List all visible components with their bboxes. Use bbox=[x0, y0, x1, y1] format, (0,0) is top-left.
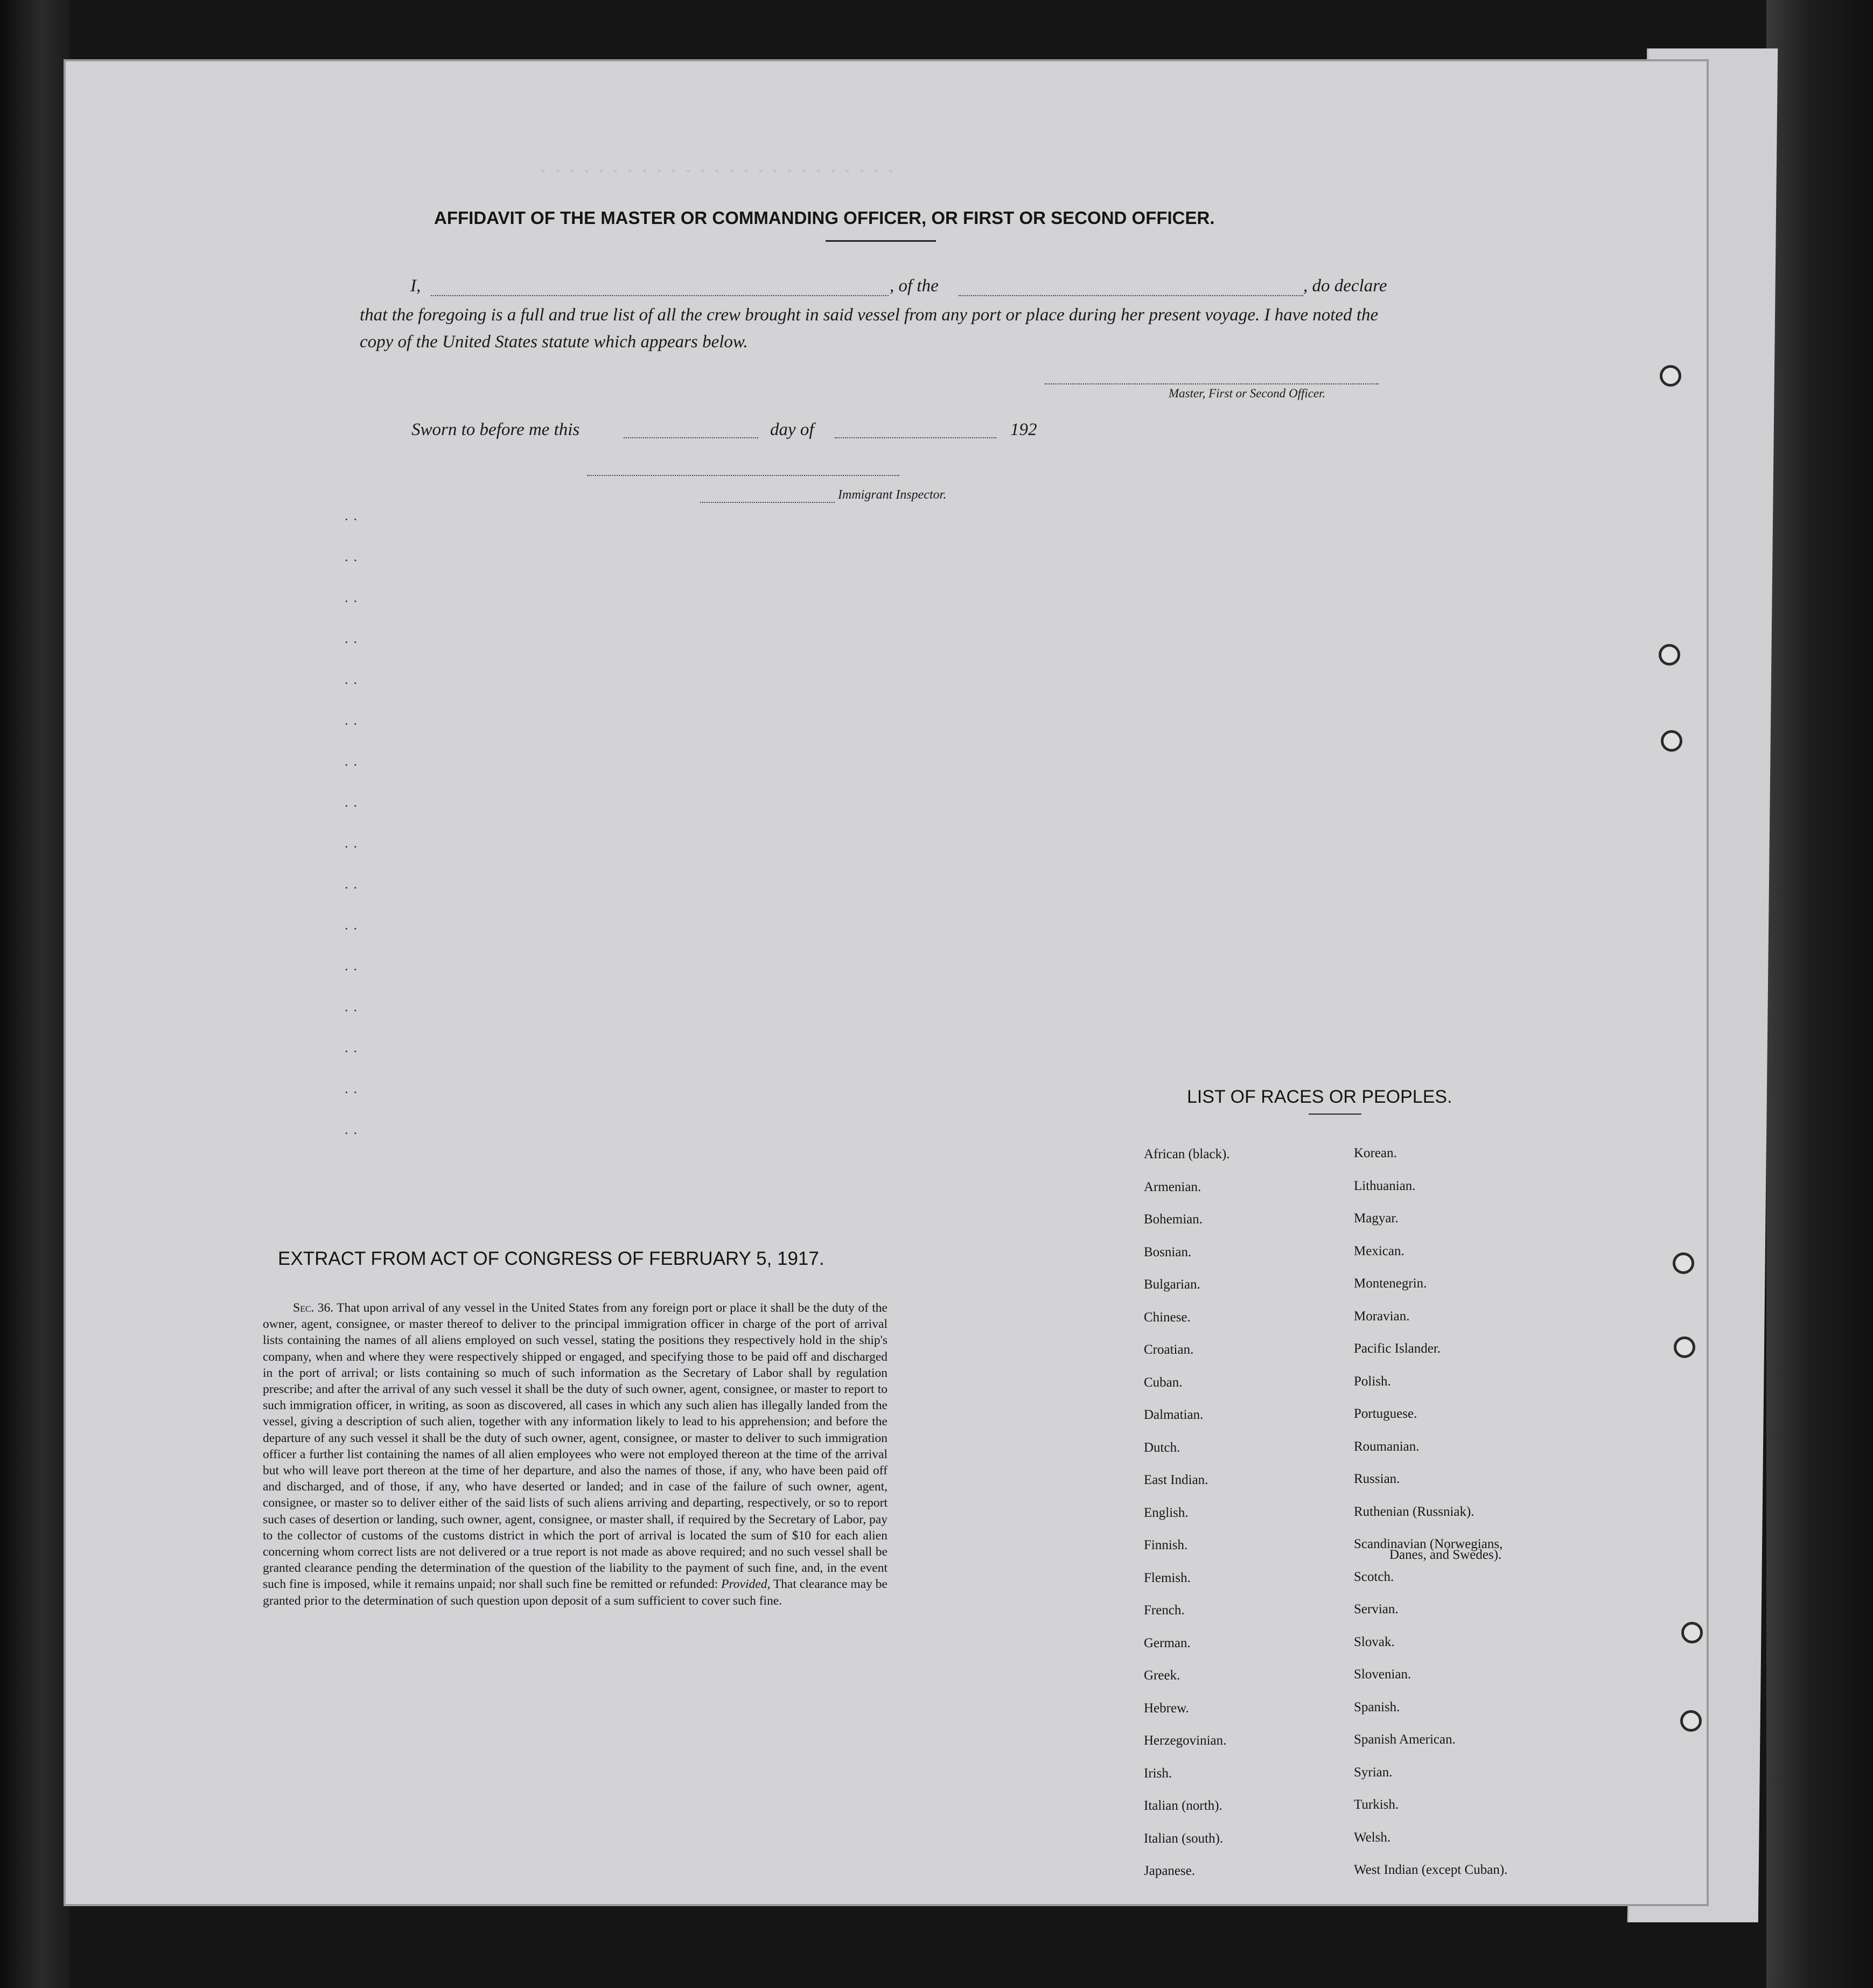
race-item: Bohemian. bbox=[1144, 1212, 1203, 1227]
race-item: Dutch. bbox=[1144, 1440, 1180, 1455]
affidavit-title-rule bbox=[826, 240, 936, 242]
affidavit-title: AFFIDAVIT OF THE MASTER OR COMMANDING OFFICER, OR FIRST OR SECOND OFFICER. bbox=[434, 208, 1215, 228]
sworn-day-field[interactable] bbox=[624, 437, 758, 438]
races-title: LIST OF RACES OR PEOPLES. bbox=[1187, 1087, 1452, 1107]
inspector-signature-field[interactable] bbox=[587, 475, 899, 476]
race-item: Slovak. bbox=[1354, 1634, 1395, 1649]
race-item: Italian (south). bbox=[1144, 1831, 1224, 1846]
race-item: Portuguese. bbox=[1354, 1406, 1417, 1421]
race-item: Slovenian. bbox=[1354, 1667, 1411, 1682]
affidavit-statement bbox=[360, 302, 1402, 355]
race-item: Bulgarian. bbox=[1144, 1277, 1200, 1292]
extract-title: EXTRACT FROM ACT OF CONGRESS OF FEBRUARY 5, 1917. bbox=[278, 1248, 824, 1269]
statute-body: That upon arrival of any vessel in the United States from any foreign port or place it shall be the duty of the owner, agent, consignee, or master thereof to deliver to the principal immigration officer in charge of the port of arrival lists containing the names of all aliens employed on such vessel, stating the positions they respectively hold in the ship's company, when and where they were respectively shipped or engaged, and specifying those to be paid off and discharged in the port of arrival; or lists containing so much of such information as the Secretary of Labor shall by regulation prescribe; and after the arrival of any such vessel it shall be the duty of such owner, agent, consignee, or master to report to such immigration officer, in writing, as soon as discovered, all cases in which any such alien has illegally landed from the vessel, giving a description of such alien, together with any information likely to lead to his apprehension; and before the departure of any such vessel it shall be the duty of such owner, agent, consignee, or master to deliver to such immigration officer a further list containing the names of all alien employees who were not employed thereon at the time of the arrival but who will leave port thereon at the time of her departure, and also the names of those, if any, who have been paid off and discharged, and of those, if any, who have deserted or landed; and in case of the failure of such owner, agent, consignee, or master so to deliver either of the said lists of such aliens arriving and departing, respectively, or so to report such cases of desertion or landing, such owner, agent, consignee, or master shall, if required by the Secretary of Labor, pay to the collector of customs of the customs district in which the port of arrival is located the sum of $10 for each alien concerning whom correct lists are not delivered or a true report is not made as above required; and no such vessel shall be granted clearance pending the determination of the question of the liability to the payment of such fine, and, in the event such fine is imposed, while it remains unpaid; nor shall such fine be remitted or refunded: bbox=[263, 1301, 887, 1592]
race-item: Japanese. bbox=[1144, 1864, 1196, 1878]
race-item: East Indian. bbox=[1144, 1473, 1208, 1487]
race-item: Scotch. bbox=[1354, 1569, 1394, 1584]
race-item: Finnish. bbox=[1144, 1538, 1188, 1552]
race-item: Bosnian. bbox=[1144, 1244, 1192, 1259]
race-item: English. bbox=[1144, 1505, 1189, 1520]
statute-body-end: That clearance may be granted prior to the determination of such question upon deposit of a sum sufficient to cover such fine. bbox=[263, 1577, 887, 1608]
affidavit-body-text: that the foregoing is a full and true list of all the crew brought in said vessel from any port or place during her present voyage. I have noted the copy of the United States statute which appears below. bbox=[360, 305, 1379, 352]
punch-hole bbox=[1673, 1252, 1694, 1274]
punch-hole bbox=[1660, 365, 1681, 387]
sworn-year: 192 bbox=[1010, 420, 1037, 439]
race-item: Montenegrin. bbox=[1354, 1276, 1427, 1291]
races-title-rule bbox=[1309, 1114, 1361, 1115]
sworn-prefix: Sworn to before me this bbox=[411, 420, 580, 439]
race-scandinavian-continued: Danes, and Swedes). bbox=[1389, 1548, 1502, 1562]
punch-hole bbox=[1674, 1336, 1695, 1358]
race-item: Pacific Islander. bbox=[1354, 1341, 1441, 1356]
race-item: Welsh. bbox=[1354, 1830, 1391, 1845]
races-right-column bbox=[1354, 1146, 1507, 1895]
affidavit-i: I, bbox=[410, 276, 421, 296]
sworn-day-of: day of bbox=[770, 420, 814, 439]
inspector-name-field[interactable] bbox=[700, 502, 835, 503]
race-item: Roumanian. bbox=[1354, 1439, 1420, 1454]
affidavit-do-declare: , do declare bbox=[1303, 276, 1387, 296]
race-item: Spanish American. bbox=[1354, 1732, 1456, 1747]
race-item: Polish. bbox=[1354, 1374, 1391, 1389]
race-item: Croatian. bbox=[1144, 1342, 1194, 1357]
punch-hole bbox=[1680, 1710, 1702, 1732]
race-item: Mexican. bbox=[1354, 1243, 1404, 1258]
race-item: Italian (north). bbox=[1144, 1798, 1222, 1813]
race-item: Syrian. bbox=[1354, 1765, 1393, 1780]
officer-signature-label: Master, First or Second Officer. bbox=[1169, 387, 1326, 400]
race-item: Greek. bbox=[1144, 1668, 1180, 1683]
scan-border-left bbox=[0, 0, 70, 1988]
race-item: Armenian. bbox=[1144, 1179, 1201, 1194]
punch-hole bbox=[1659, 644, 1680, 666]
race-item: Moravian. bbox=[1354, 1308, 1410, 1324]
inspector-label: Immigrant Inspector. bbox=[838, 488, 947, 502]
race-item: Servian. bbox=[1354, 1602, 1399, 1616]
race-item: French. bbox=[1144, 1603, 1185, 1618]
race-item: West Indian (except Cuban). bbox=[1354, 1863, 1508, 1877]
race-item: Cuban. bbox=[1144, 1375, 1183, 1390]
affidavit-of-the: , of the bbox=[890, 276, 939, 296]
scan-border-right bbox=[1766, 0, 1873, 1988]
race-item: Russian. bbox=[1354, 1472, 1400, 1486]
sworn-month-field[interactable] bbox=[835, 437, 996, 438]
master-name-field[interactable] bbox=[431, 295, 889, 296]
vessel-name-field[interactable] bbox=[959, 295, 1303, 296]
bleed-through-text: . . . . . . . . . . . . . . . . . . . . . . . . . bbox=[539, 156, 893, 177]
statute-text bbox=[263, 1300, 887, 1609]
race-item: Chinese. bbox=[1144, 1310, 1191, 1325]
race-item: Herzegovinian. bbox=[1144, 1733, 1227, 1748]
statute-provided: Provided, bbox=[721, 1577, 771, 1592]
race-item: German. bbox=[1144, 1635, 1191, 1650]
races-left-column bbox=[1144, 1147, 1230, 1896]
race-item: Spanish. bbox=[1354, 1699, 1400, 1714]
stray-marks-column: .. .. .. .. .. .. .. .. .. .. .. .. .. .. .. .. bbox=[345, 508, 362, 1137]
race-item: Lithuanian. bbox=[1354, 1178, 1416, 1193]
race-item: Ruthenian (Russniak). bbox=[1354, 1504, 1474, 1519]
punch-hole bbox=[1661, 730, 1682, 752]
race-item: African (black). bbox=[1144, 1147, 1230, 1161]
statute-section-label: Sec. 36. bbox=[293, 1301, 334, 1315]
race-item: Korean. bbox=[1354, 1146, 1397, 1160]
race-item: Turkish. bbox=[1354, 1797, 1399, 1812]
race-item: Flemish. bbox=[1144, 1570, 1191, 1585]
race-item: Irish. bbox=[1144, 1766, 1172, 1781]
officer-signature-field[interactable] bbox=[1045, 383, 1379, 384]
race-item: Dalmatian. bbox=[1144, 1408, 1204, 1422]
punch-hole bbox=[1681, 1622, 1703, 1643]
race-item: Magyar. bbox=[1354, 1211, 1399, 1226]
race-item: Hebrew. bbox=[1144, 1700, 1189, 1716]
race-item: Scandinavian (Norwegians, bbox=[1354, 1537, 1503, 1551]
